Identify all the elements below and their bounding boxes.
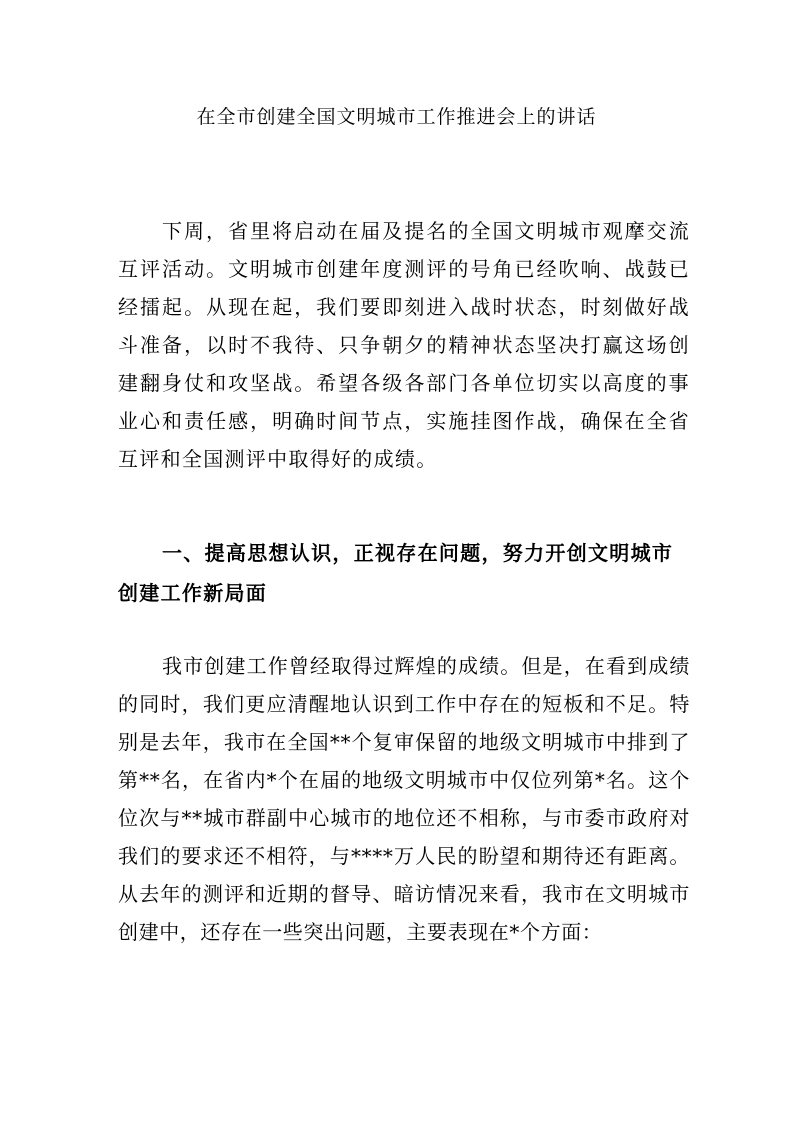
body-paragraph: 我市创建工作曾经取得过辉煌的成绩。但是，在看到成绩的同时，我们更应清醒地认识到工作中存在的短板和不足。特别是去年，我市在全国**个复审保留的地级文明城市中排到了第**名，在省内*个在届的地级文明城市中仅位列第*名。这个位次与**城市群副中心城市的地位还不相称，与市委市政府对我们的要求还不相符，与****万人民的盼望和期待还有距离。从去年的测评和近期的督导、暗访情况来看，我市在文明城市创建中，还存在一些突出问题，主要表现在*个方面：	[118, 654, 690, 944]
section-heading: 一、提高思想认识，正视存在问题，努力开创文明城市创建工作新局面	[118, 541, 674, 605]
document-title: 在全市创建全国文明城市工作推进会上的讲话	[196, 106, 597, 128]
intro-paragraph: 下周，省里将启动在届及提名的全国文明城市观摩交流互评活动。文明城市创建年度测评的号角已经吹响、战鼓已经擂起。从现在起，我们要即刻进入战时状态，时刻做好战斗准备，以时不我待、只争朝夕的精神状态坚决打赢这场创建翻身仗和攻坚战。希望各级各部门各单位切实以高度的事业心和责任感，明确时间节点，实施挂图作战，确保在全省互评和全国测评中取得好的成绩。	[118, 219, 690, 471]
